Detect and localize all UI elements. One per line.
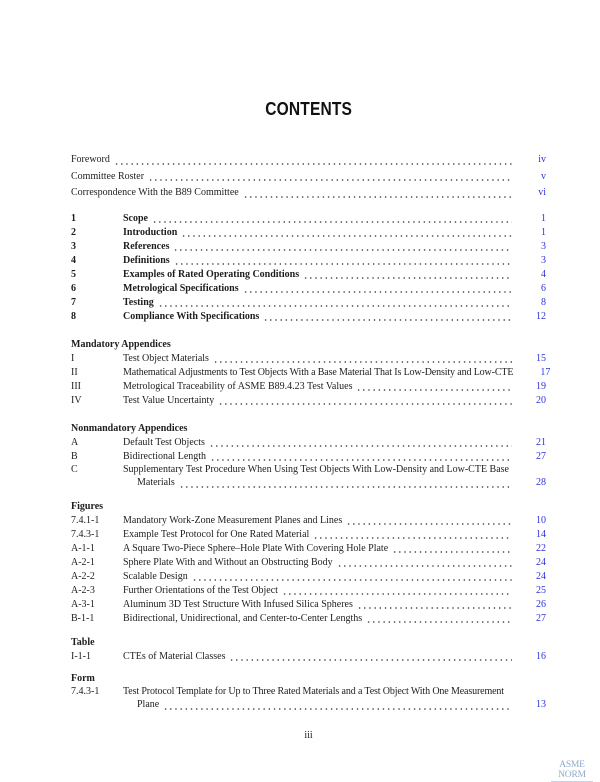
asme-norm-logo	[545, 760, 599, 782]
dot-leader	[391, 542, 512, 556]
page-link[interactable]: 10	[536, 515, 546, 526]
entry-title-continued: Materials	[137, 476, 175, 488]
entry-number: C	[71, 464, 78, 475]
page-link[interactable]: 27	[536, 451, 546, 462]
toc-forms	[71, 672, 546, 711]
page-link[interactable]: 3	[541, 255, 546, 266]
dot-leader	[162, 699, 512, 712]
toc-entry-section	[71, 296, 546, 310]
toc-entry-figure	[71, 570, 546, 584]
entry-title: Example Test Protocol for One Rated Material	[123, 529, 310, 540]
page-link[interactable]: 3	[541, 241, 546, 252]
page-link[interactable]: 27	[536, 613, 546, 624]
entry-number: A	[71, 437, 79, 448]
dot-leader	[157, 296, 512, 310]
page-link[interactable]: 22	[536, 543, 546, 554]
page-link[interactable]: 8	[541, 297, 546, 308]
page-link[interactable]: 14	[536, 529, 546, 540]
toc-entry-appendix	[71, 436, 546, 450]
entry-title: CTEs of Material Classes	[123, 651, 226, 662]
entry-title: Bidirectional Length	[123, 451, 207, 462]
dot-leader	[173, 254, 512, 268]
page-link[interactable]: 12	[536, 311, 546, 322]
dot-leader	[212, 352, 512, 366]
page-link[interactable]: 15	[536, 353, 546, 364]
toc-entry-appendix	[71, 366, 551, 380]
toc-entry-correspondence	[71, 185, 546, 202]
dot-leader	[191, 570, 512, 584]
entry-number: 7.4.1-1	[71, 515, 100, 526]
entry-number: 7.4.3-1	[71, 529, 100, 540]
entry-number: I	[71, 353, 75, 364]
dot-leader	[178, 477, 512, 490]
toc-entry-section	[71, 310, 546, 324]
entry-line-2	[71, 699, 546, 712]
entry-line-1	[71, 686, 546, 699]
entry-title: Test Protocol Template for Up to Three Rated Materials and a Test Object With One Measurement	[123, 686, 504, 697]
entry-title: Introduction	[123, 227, 178, 238]
entry-title: Supplementary Test Procedure When Using Test Objects With Low-Density and Low-CTE Base	[123, 464, 509, 475]
toc-front-matter	[71, 152, 546, 202]
page-number-folio: iii	[304, 730, 313, 741]
entry-title: Foreword	[71, 154, 110, 165]
toc-entry-table	[71, 650, 546, 664]
toc-entry-figure	[71, 514, 546, 528]
toc-entry-foreword	[71, 152, 546, 169]
toc-figures	[71, 500, 546, 626]
entry-number: I-1-1	[71, 651, 91, 662]
toc-entry-section	[71, 282, 546, 296]
entry-number: A-2-1	[71, 557, 95, 568]
dot-leader	[217, 394, 512, 408]
toc-sections	[71, 212, 546, 324]
entry-number: 3	[71, 241, 76, 252]
toc-mandatory-appendices	[71, 338, 551, 408]
dot-leader	[302, 268, 512, 282]
page-link[interactable]: 13	[536, 698, 546, 710]
entry-number: 8	[71, 311, 76, 322]
dot-leader	[365, 612, 512, 626]
toc-entry-form-wrapped	[71, 686, 546, 711]
dot-leader	[262, 310, 512, 324]
entry-title: Scope	[123, 213, 148, 224]
page-link[interactable]: 4	[541, 269, 546, 280]
dot-leader	[356, 598, 512, 612]
group-heading: Form	[71, 673, 95, 684]
entry-title: Testing	[123, 297, 154, 308]
entry-title: Compliance With Specifications	[123, 311, 260, 322]
dot-leader	[355, 380, 512, 394]
entry-number: A-3-1	[71, 599, 95, 610]
page-title-text: CONTENTS	[265, 98, 352, 119]
dot-leader	[336, 556, 512, 570]
dot-leader	[228, 650, 512, 664]
dot-leader	[147, 169, 512, 186]
entry-line-1	[71, 464, 546, 477]
entry-title: Mandatory Work-Zone Measurement Planes and Lines	[123, 515, 343, 526]
watermark-text: ASME NORM	[558, 760, 586, 780]
page-link[interactable]: 28	[536, 476, 546, 488]
page-link[interactable]: 1	[541, 213, 546, 224]
entry-number: 5	[71, 269, 76, 280]
dot-leader	[209, 450, 512, 464]
entry-title: Scalable Design	[123, 571, 188, 582]
entry-title: Default Test Objects	[123, 437, 205, 448]
entry-title: Sphere Plate With and Without an Obstructing Body	[123, 557, 333, 568]
entry-number: IV	[71, 395, 82, 406]
dot-leader	[208, 436, 512, 450]
dot-leader	[242, 185, 512, 202]
entry-number: A-2-2	[71, 571, 95, 582]
entry-title: Metrological Specifications	[123, 283, 239, 294]
toc-entry-appendix	[71, 394, 546, 408]
entry-title: Definitions	[123, 255, 170, 266]
toc-entry-figure	[71, 556, 546, 570]
page-link[interactable]: 24	[536, 557, 546, 568]
toc-entry-appendix-wrapped	[71, 464, 546, 489]
entry-title: Mathematical Adjustments to Test Objects With a Base Material That Is Low-Density and Low-CTE	[123, 367, 514, 378]
page-link[interactable]: v	[541, 170, 546, 182]
entry-line-2	[71, 477, 546, 490]
dot-leader	[242, 282, 512, 296]
dot-leader	[113, 152, 512, 169]
page-link[interactable]: 24	[536, 571, 546, 582]
entry-number: II	[71, 367, 78, 378]
group-heading: Mandatory Appendices	[71, 339, 171, 350]
toc-entry-section	[71, 268, 546, 282]
toc-entry-committee-roster	[71, 169, 546, 186]
dot-leader	[312, 528, 512, 542]
entry-number: 1	[71, 213, 76, 224]
entry-title: Committee Roster	[71, 170, 145, 182]
page-link[interactable]: 20	[536, 395, 546, 406]
entry-number: 7.4.3-1	[71, 686, 100, 697]
toc-entry-appendix	[71, 450, 546, 464]
entry-title: Aluminum 3D Test Structure With Infused Silica Spheres	[123, 599, 353, 610]
entry-title: Examples of Rated Operating Conditions	[123, 269, 300, 280]
toc-entry-figure	[71, 612, 546, 626]
entry-number: III	[71, 381, 81, 392]
page-link[interactable]: 1	[541, 227, 546, 238]
page-link[interactable]: vi	[538, 187, 546, 198]
page-link[interactable]: 26	[536, 599, 546, 610]
entry-number: 7	[71, 297, 76, 308]
page-link[interactable]: 17	[540, 367, 551, 378]
group-heading: Table	[71, 637, 95, 648]
dot-leader	[151, 212, 512, 226]
group-heading: Figures	[71, 501, 104, 512]
toc-entry-figure	[71, 528, 546, 542]
entry-number: 2	[71, 227, 76, 238]
toc-entry-section	[71, 226, 546, 240]
toc-entry-figure	[71, 542, 546, 556]
entry-title: Further Orientations of the Test Object	[123, 585, 278, 596]
page-link[interactable]: 16	[536, 651, 546, 662]
toc-entry-figure	[71, 598, 546, 612]
entry-title: Metrological Traceability of ASME B89.4.23 Test Values	[123, 381, 353, 392]
entry-title: A Square Two-Piece Sphere–Hole Plate With Covering Hole Plate	[123, 543, 389, 554]
entry-title: Bidirectional, Unidirectional, and Center-to-Center Lengths	[123, 613, 363, 624]
entry-title-continued: Plane	[137, 698, 160, 710]
toc-entry-section	[71, 212, 546, 226]
toc-tables	[71, 635, 546, 664]
dot-leader	[180, 226, 512, 240]
entry-number: A-1-1	[71, 543, 95, 554]
toc-entry-appendix	[71, 380, 546, 394]
dot-leader	[281, 584, 512, 598]
toc-entry-section	[71, 240, 546, 254]
entry-number: 6	[71, 283, 76, 294]
entry-number: A-2-3	[71, 585, 95, 596]
dot-leader	[345, 514, 512, 528]
page-link[interactable]: 19	[536, 381, 546, 392]
toc-entry-figure	[71, 584, 546, 598]
entry-number: B-1-1	[71, 613, 95, 624]
entry-number: 4	[71, 255, 76, 266]
entry-title: References	[123, 241, 170, 252]
toc-nonmandatory-appendices	[71, 422, 546, 489]
entry-title: Correspondence With the B89 Committee	[71, 187, 239, 198]
toc-entry-appendix	[71, 352, 546, 366]
dot-leader	[172, 240, 512, 254]
page-link[interactable]: iv	[538, 154, 546, 165]
page-link[interactable]: 25	[536, 585, 546, 596]
page-link[interactable]: 6	[541, 283, 546, 294]
group-heading: Nonmandatory Appendices	[71, 423, 188, 434]
page-title	[0, 98, 600, 120]
toc-entry-section	[71, 254, 546, 268]
page-link[interactable]: 21	[536, 437, 546, 448]
entry-number: B	[71, 451, 78, 462]
entry-title: Test Object Materials	[123, 353, 209, 364]
entry-title: Test Value Uncertainty	[123, 395, 215, 406]
